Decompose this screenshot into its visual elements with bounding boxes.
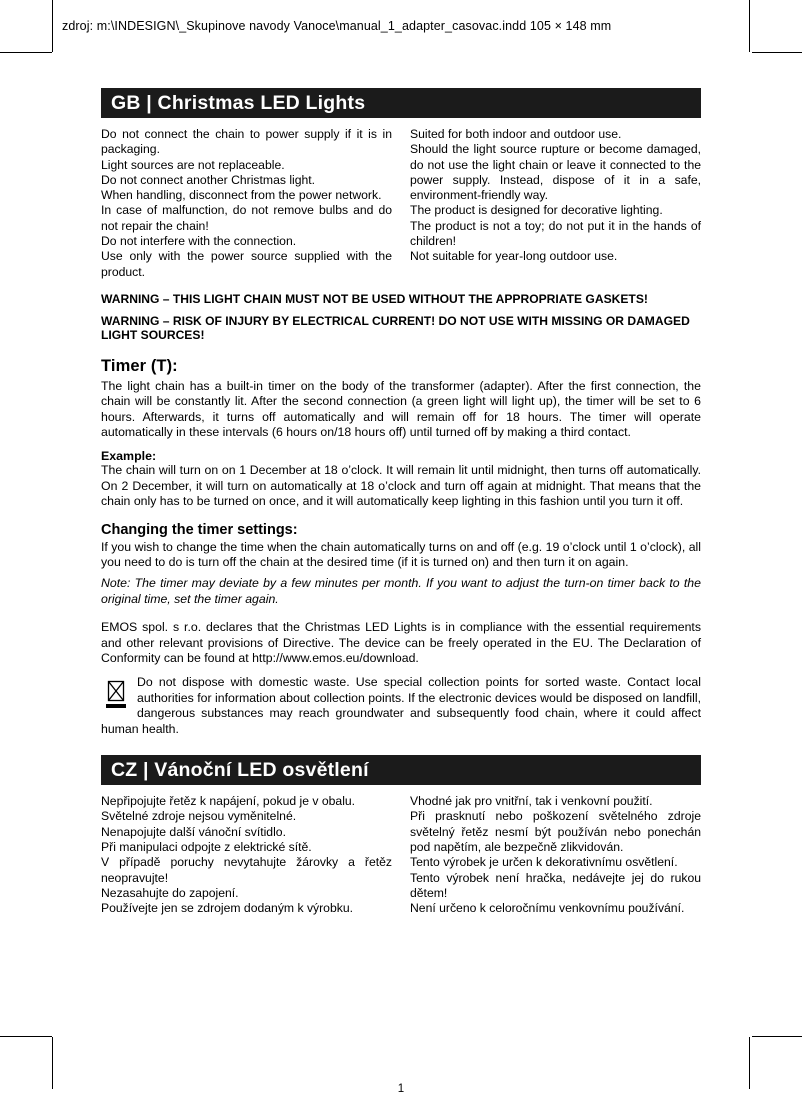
gb-right-line-1: Suited for both indoor and outdoor use. (410, 127, 622, 141)
gb-left-line-7: Use only with the power source supplied with the product. (101, 249, 392, 279)
gb-timer-heading: Timer (T): (101, 356, 178, 375)
cz-left-column (101, 794, 392, 916)
cz-right-line-2: Při prasknutí nebo poškození světelného zdroje světelný řetěz nesmí být používán nebo ponechán pod napětím, ale bezpečně zlikvidován. (410, 809, 701, 854)
gb-example-heading: Example: (101, 449, 157, 464)
cz-right-line-1: Vhodné jak pro vnitřní, tak i venkovní použití. (410, 794, 653, 809)
gb-weee-text: Do not dispose with domestic waste. Use special collection points for sorted waste. Contact local authorities for information about collection points. If the electronic devices would be disposed on landfill, dangerous substances may reach groundwater and subsequently food chain, where it could affect human health. (101, 675, 701, 736)
gb-left-line-3: Do not connect another Christmas light. (101, 172, 316, 187)
gb-left-line-6: Do not interfere with the connection. (101, 234, 297, 249)
crossed-out-wheelie-bin-icon (103, 676, 129, 710)
crop-mark-top-left-horizontal (0, 52, 52, 53)
gb-timer-body: The light chain has a built-in timer on the body of the transformer (adapter). After the first connection, the chain will be constantly lit. After the second connection (a green light will light up), the timer will be set to 6 hours. Afterwards, it turns off automatically and will remain off for 18 hours. The timer will operate automatically in these intervals (6 hours on/18 hours off) until turned off by making a third contact. (101, 378, 701, 439)
gb-changing-body: If you wish to change the time when the chain automatically turns on and off (e.g. 19 o’clock until 1 o’clock), all you need to do is turn off the chain at the desired time (if it is turned on) and then turn it on again. (101, 539, 701, 569)
gb-declaration-of-conformity: EMOS spol. s r.o. declares that the Christmas LED Lights is in compliance with the essential requirements and other relevant provisions of Directive. The device can be freely operated in the EU. The Declaration of Conformity can be found at http://www.emos.eu/download. (101, 620, 701, 666)
gb-right-line-3: The product is designed for decorative lighting. (410, 203, 663, 218)
source-slug: zdroj: m:\INDESIGN\_Skupinove navody Vanoce\manual_1_adapter_casovac.indd 105 × 148 mm (62, 19, 612, 33)
gb-changing-heading: Changing the timer settings: (101, 521, 298, 538)
cz-two-columns (101, 794, 701, 916)
cz-left-line-3: Nenapojujte další vánoční svítidlo. (101, 824, 286, 839)
cz-right-line-4: Tento výrobek není hračka, nedávejte jej do rukou dětem! (410, 870, 701, 900)
cz-left-line-1: Nepřipojujte řetěz k napájení, pokud je v obalu. (101, 794, 356, 809)
gb-left-line-5: In case of malfunction, do not remove bulbs and do not repair the chain! (101, 203, 392, 233)
crop-mark-top-right-horizontal (752, 52, 802, 53)
page-number: 1 (397, 1083, 405, 1095)
gb-two-columns (101, 127, 701, 280)
crop-mark-bottom-left-vertical (52, 1037, 53, 1089)
section-header-cz: CZ | Vánoční LED osvětlení (101, 755, 701, 785)
crop-mark-bottom-left-horizontal (0, 1036, 52, 1037)
manual-page (101, 88, 701, 1095)
gb-left-line-2: Light sources are not replaceable. (101, 157, 285, 172)
gb-right-column (410, 127, 701, 280)
cz-right-column (410, 794, 701, 916)
gb-warning-1: WARNING – THIS LIGHT CHAIN MUST NOT BE USED WITHOUT THE APPROPRIATE GASKETS! (101, 291, 648, 306)
cz-left-line-2: Světelné zdroje nejsou vyměnitelné. (101, 809, 297, 824)
cz-left-line-4: Při manipulaci odpojte z elektrické sítě. (101, 839, 312, 854)
gb-right-line-5: Not suitable for year-long outdoor use. (410, 249, 618, 264)
gb-warning-2: WARNING – RISK OF INJURY BY ELECTRICAL CURRENT! DO NOT USE WITH MISSING OR DAMAGED LIGHT SOURCES! (101, 313, 690, 343)
cz-left-line-6: Nezasahujte do zapojení. (101, 885, 239, 900)
cz-right-line-3: Tento výrobek je určen k dekorativnímu osvětlení. (410, 855, 678, 870)
crop-mark-bottom-right-horizontal (752, 1036, 802, 1037)
gb-right-line-2: Should the light source rupture or become damaged, do not use the light chain or leave it connected to the power supply. Instead, dispose of it in a safe, environment-friendly way. (410, 142, 701, 203)
section-header-gb: GB | Christmas LED Lights (101, 88, 701, 118)
crop-mark-top-left-vertical (52, 0, 53, 52)
cz-right-line-5: Není určeno k celoročnímu venkovnímu používání. (410, 901, 685, 916)
crop-mark-bottom-right-vertical (749, 1037, 750, 1089)
gb-left-line-4: When handling, disconnect from the power network. (101, 188, 382, 203)
crop-mark-top-right-vertical (749, 0, 750, 52)
cz-left-line-7: Používejte jen se zdrojem dodaným k výrobku. (101, 901, 353, 916)
gb-left-line-1: Do not connect the chain to power supply if it is in packaging. (101, 127, 392, 157)
cz-left-line-5: V případě poruchy nevytahujte žárovky a řetěz neopravujte! (101, 855, 392, 885)
gb-weee-block (101, 675, 701, 737)
gb-example-body: The chain will turn on on 1 December at 18 o’clock. It will remain lit until midnight, then turns off automatically. On 2 December, it will turn on automatically at 18 o’clock and turn off again at midnight. That means that the chain only has to be turned on once, and it will automatically keep lighting in this fashion until you turn it off. (101, 463, 701, 509)
gb-left-column (101, 127, 392, 280)
gb-right-line-4: The product is not a toy; do not put it in the hands of children! (410, 218, 701, 249)
gb-timer-note: Note: The timer may deviate by a few minutes per month. If you want to adjust the turn-on timer back to the original time, set the timer again. (101, 576, 701, 606)
